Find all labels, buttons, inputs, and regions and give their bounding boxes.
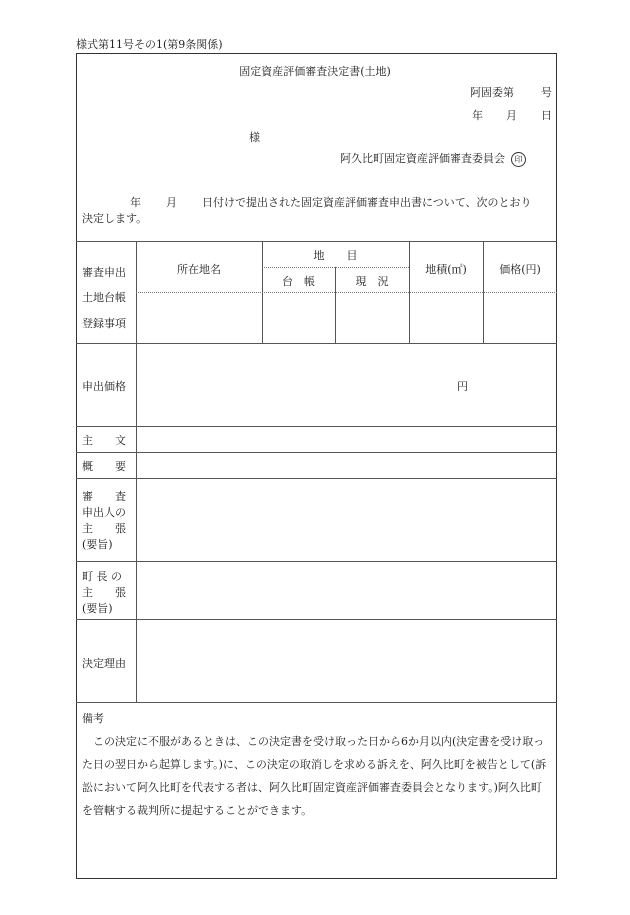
row-divider xyxy=(76,561,557,562)
remarks-body: この決定に不服があるときは、この決定書を受け取った日から6か月以内(決定書を受け取った日の翌日から起算します。)に、この決定の取消しを求める訴えを、阿久比町を被告として(訴訟において阿久比町を代表する者は、阿久比町固定資産評価審査委員会となります。)阿久比町を管轄する裁判所に提起することができます。 xyxy=(82,735,547,817)
document-title: 固定資産評価審査決定書(土地) xyxy=(239,65,391,78)
applicant-claim-l4: (要旨) xyxy=(82,538,113,551)
mayor-claim-l3: (要旨) xyxy=(82,602,113,615)
date-day: 日 xyxy=(541,109,552,122)
row-divider xyxy=(76,343,557,344)
column-header-area: 地積(㎡) xyxy=(425,263,467,276)
column-header-ledger: 台 帳 xyxy=(282,275,315,288)
date-month: 月 xyxy=(506,109,517,122)
row-label-registration: 登録事項 xyxy=(82,317,126,330)
main-text-label: 主 文 xyxy=(82,434,126,447)
doc-number-suffix: 号 xyxy=(541,86,552,99)
intro-line1: 日付けで提出された固定資産評価審査申出書について、次のとおり xyxy=(202,196,532,209)
addressee-suffix: 様 xyxy=(249,131,260,144)
row-divider xyxy=(76,426,557,427)
row-label-applicant: 審査申出 xyxy=(82,266,126,279)
remarks-heading: 備考 xyxy=(82,712,104,725)
label-column-divider xyxy=(136,241,137,702)
row-divider xyxy=(76,619,557,620)
category-subheader-line xyxy=(262,267,409,268)
column-header-price: 価格(円) xyxy=(499,263,541,276)
column-header-current: 現 況 xyxy=(355,275,389,288)
committee-name: 阿久比町固定資産評価審査委員会 xyxy=(340,152,505,165)
applicant-claim-l3: 主 張 xyxy=(82,522,126,535)
mayor-claim-l2: 主 張 xyxy=(82,586,126,599)
intro-month: 月 xyxy=(166,196,177,209)
column-header-location: 所在地名 xyxy=(177,263,221,276)
row-divider xyxy=(76,452,557,453)
declared-price-label: 申出価格 xyxy=(82,380,126,393)
applicant-claim-l2: 申出人の xyxy=(82,506,126,519)
applicant-claim-l1: 審 査 xyxy=(82,490,126,503)
table-header-dotted-line xyxy=(136,292,557,293)
declared-price-unit: 円 xyxy=(457,380,468,393)
committee-block xyxy=(340,150,526,167)
mayor-claim-l1: 町 長 の xyxy=(82,570,122,583)
summary-label: 概 要 xyxy=(82,460,126,473)
row-divider xyxy=(76,478,557,479)
row-label-land-ledger: 土地台帳 xyxy=(82,291,126,304)
seal-mark: 印 xyxy=(511,152,526,167)
column-header-land-category: 地 目 xyxy=(313,249,358,262)
form-number: 様式第11号その1(第9条関係) xyxy=(76,38,223,51)
doc-number-prefix: 阿固委第 xyxy=(470,86,514,99)
row-divider xyxy=(76,702,557,703)
intro-line2: 決定します。 xyxy=(82,212,148,225)
table-top-border xyxy=(76,241,557,242)
decision-reason-label: 決定理由 xyxy=(82,657,126,670)
intro-year: 年 xyxy=(130,196,141,209)
date-year: 年 xyxy=(472,109,483,122)
